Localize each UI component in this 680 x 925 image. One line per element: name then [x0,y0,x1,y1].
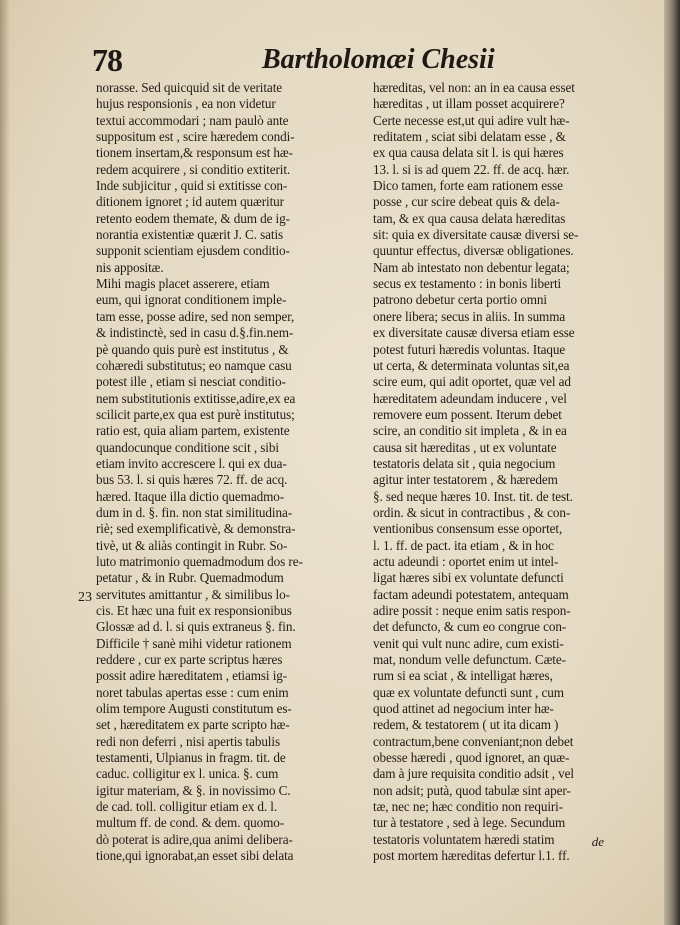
text-line: redem, & testatorem ( ut ita dicam ) [373,717,559,733]
text-line: ventionibus consensum esse oportet, [373,521,563,537]
text-line: textui accommodari ; nam paulò ante [96,112,289,128]
page-header [92,42,604,80]
text-line: igitur materiam, & §. in novissimo C. [96,782,291,798]
text-line: ordin. & sicut in contractibus , & con- [373,504,571,520]
text-line: obesse hæredi , quod ignoret, an quæ- [373,750,570,766]
text-line: Certe necesse est,ut qui adire vult hæ- [373,112,570,128]
text-line: quod attinet ad negocium inter hæ- [373,701,554,717]
text-line: Inde subjicitur , quid si extitisse con- [96,178,288,194]
text-line: olim tempore Augusti constitutum es- [96,701,292,717]
text-line: hæreditas , ut illam posset acquirere? [373,96,565,112]
text-line: ditionem ignoret ; id autem quæritur [96,194,284,210]
text-line: tione,qui ignorabat,an esset sibi delata [96,848,294,864]
text-line: etiam invito accrescere l. qui ex dua- [96,455,287,471]
text-line: Nam ab intestato non debentur legata; [373,259,570,275]
text-line: suppositum est , scire hæredem condi- [96,129,295,145]
text-line: causa sit hæreditas , ut ex voluntate [373,439,557,455]
text-line: mat, nondum velle defunctum. Cæte- [373,652,566,668]
text-line: l. 1. ff. de pact. ita etiam , & in hoc [373,537,554,553]
text-line: cohæredi substitutus; eo namque casu [96,357,292,373]
text-line: bus 53. l. si quis hæres 72. ff. de acq. [96,472,288,488]
text-line: tivè, ut & aliàs contingit in Rubr. So- [96,537,288,553]
text-line: hujus responsionis , ea non videtur [96,96,276,112]
text-line: quandocunque conditione scit , sibi [96,439,279,455]
text-line: ratio est, quia aliam partem, existente [96,423,290,439]
text-line: luto matrimonio quemadmodum dos re- [96,553,303,569]
left-text-column [96,80,364,865]
text-line: actu adeundi : oportet enim ut intel- [373,553,559,569]
text-line: agitur inter testatorem , & hæredem [373,472,558,488]
text-line: de cad. toll. colligitur etiam ex d. l. [96,799,278,815]
text-line: norasse. Sed quicquid sit de veritate [96,80,283,95]
text-line: sit: quia ex diversitate causæ diversi se- [373,227,579,243]
text-line: det defuncto, & cum eo congrue con- [373,619,567,635]
text-line: dò poterat is adire,qua animi delibera- [96,831,293,847]
page-gutter [0,0,10,925]
text-line: ut certa, & determinata voluntas sit,ea [373,357,570,373]
right-text-column [373,80,625,865]
text-line: contractum,bene conveniant;non debet [373,733,574,749]
text-line: potest futuri hæredis voluntas. Itaque [373,341,566,357]
text-line: set , hæreditatem ex parte scripto hæ- [96,717,290,733]
text-line: quuntur effectus, diversæ obligationes. [373,243,574,259]
text-line: tionem insertam,& responsum est hæ- [96,145,293,161]
text-line: nis appositæ. [96,259,164,275]
text-line: tam, & ex qua causa delata hæreditas [373,210,566,226]
text-line: onere libera; secus in aliis. In summa [373,308,566,324]
text-line: retento eodem themate, & dum de ig- [96,210,290,226]
page-number: 78 [92,42,122,78]
text-line: Difficile † sanè mihi videtur rationem [96,635,292,651]
text-line: pè quando quis purè est institutus , & [96,341,289,357]
text-line: scire, an conditio sit impleta , & in ea [373,423,567,439]
text-line: Dico tamen, forte eam rationem esse [373,178,563,194]
text-line: redem acquirere , si conditio extiterit. [96,161,291,177]
text-line: scilicit parte,ex qua est purè institutus; [96,406,295,422]
text-line: potest ille , etiam si nesciat conditio- [96,374,286,390]
text-line: testamenti, Ulpianus in fragm. tit. de [96,750,286,766]
text-line: scire eum, qui adit oportet, quæ vel ad [373,374,571,390]
text-line: ex qua causa delata sit l. is qui hæres [373,145,564,161]
text-line: ligat hæres sibi ex voluntate defuncti [373,570,564,586]
text-line: §. sed neque hæres 10. Inst. tit. de test. [373,488,573,504]
margin-note-number: 23 [78,590,92,605]
text-line: Mihi magis placet asserere, etiam [96,276,270,292]
text-line: nem substitutionis extitisse,adire,ex ea [96,390,296,406]
text-line: norantia existentiæ quærit J. C. satis [96,227,284,243]
text-line: secus ex testamento : in bonis liberti [373,276,562,292]
text-line: servitutes amittantur , & similibus lo- [96,586,290,602]
text-line: posse , cur scire debeat quis & dela- [373,194,560,210]
text-line: Glossæ ad d. l. si quis extraneus §. fin. [96,619,296,635]
catchword: de [591,834,604,849]
text-line: & indistinctè, sed in casu d.§.fin.nem- [96,325,294,341]
text-line: hæred. Itaque illa dictio quemadmo- [96,488,285,504]
text-line: removere eum possent. Iterum debet [373,406,562,422]
text-line: non adsit; putà, quod tabulæ sint aper- [373,782,571,798]
text-line: testatoris voluntatem hæredi statim [373,831,555,847]
text-line: redi non deferri , nisi apertis tabulis [96,733,280,749]
text-line: dum in d. §. fin. non stat similitudina- [96,504,293,520]
text-line: ex diversitate causæ diversa etiam esse [373,325,575,341]
text-line: quæ ex voluntate defuncti sunt , cum [373,684,564,700]
text-line: riè; sed exemplificativè, & demonstra- [96,521,296,537]
text-line: factam adeundi potestatem, antequam [373,586,569,602]
text-line: possit adire hæreditatem , etiamsi ig- [96,668,288,684]
running-title: Bartholomæi Chesii [262,44,495,75]
text-line: tam esse, posse adire, sed non semper, [96,308,295,324]
text-line: 13. l. si is ad quem 22. ff. de acq. hær. [373,161,570,177]
text-line: supponit scientiam ejusdem conditio- [96,243,290,259]
text-line: adire possit : neque enim satis respon- [373,603,571,618]
text-line: eum, qui ignorat conditionem imple- [96,292,287,308]
text-line: reditatem , sciat sibi delatam esse , & [373,129,566,145]
text-line: hæreditas, vel non: an in ea causa esset [373,80,575,95]
text-line: rum si ea sciat , & intelligat hæres, [373,668,553,684]
text-line: patrono debetur certa portio omni [373,292,547,308]
text-line: testatoris delata sit , quia negocium [373,455,556,471]
text-line: dam à jure requisita conditio adsit , vel [373,766,574,782]
text-line: noret tabulas apertas esse : cum enim [96,684,289,700]
text-line: tæ, nec ne; hæc conditio non requiri- [373,799,564,815]
text-line: tur à testatore , sed à lege. Secundum [373,815,566,831]
text-line: multum ff. de cond. & dem. quomo- [96,815,285,831]
text-line: cis. Et hæc una fuit ex responsionibus [96,603,292,618]
book-edge [664,0,680,925]
text-line: post mortem hæreditas defertur l.1. ff. [373,848,570,864]
text-line: reddere , cur ex parte scriptus hæres [96,652,283,668]
text-line: hæreditatem adeundam inducere , vel [373,390,567,406]
text-line: venit qui vult nunc adire, cum existi- [373,635,564,651]
text-line: caduc. colligitur ex l. unica. §. cum [96,766,279,782]
text-line: petatur , & in Rubr. Quemadmodum [96,570,284,586]
